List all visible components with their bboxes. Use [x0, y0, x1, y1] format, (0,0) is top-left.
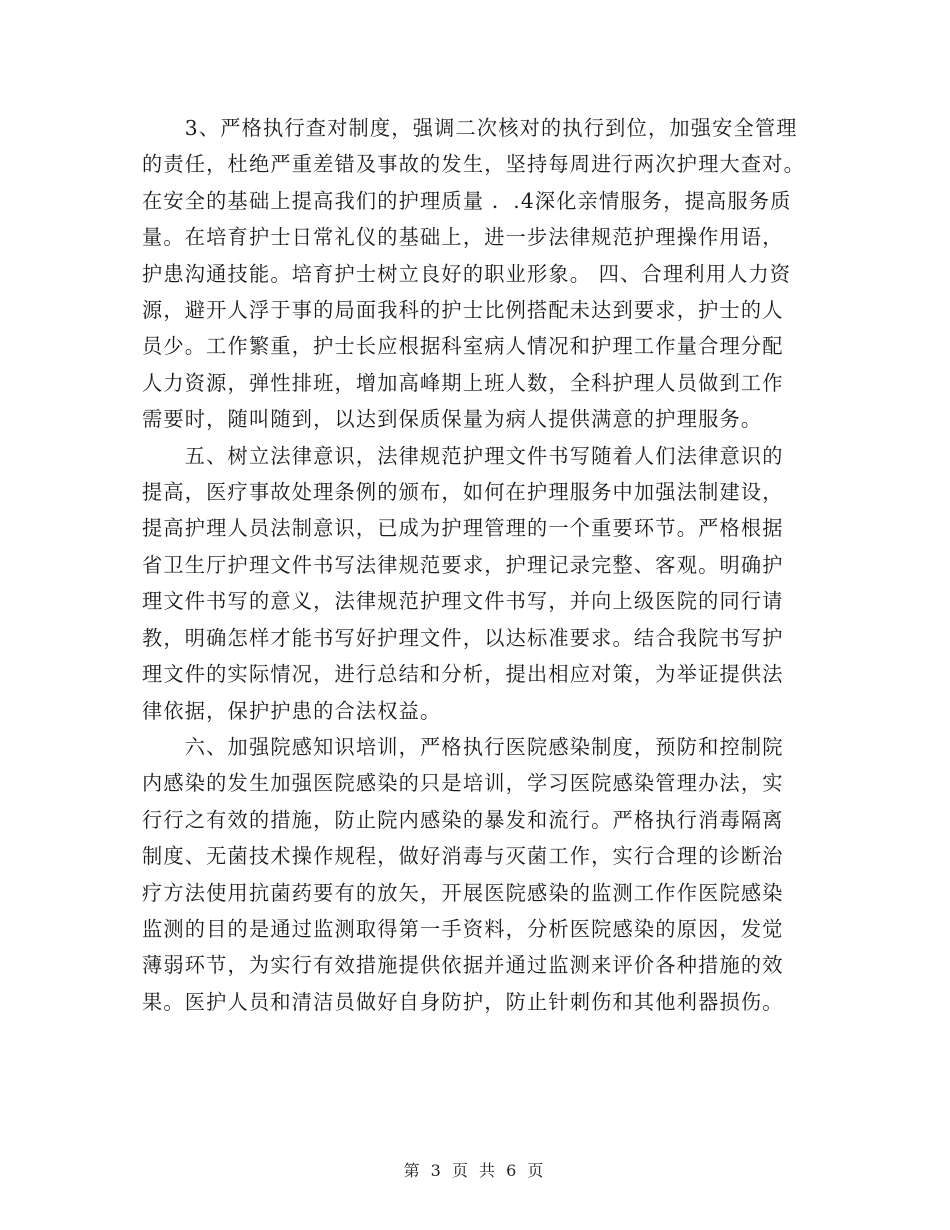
text-line: 提高护理人员法制意识，已成为护理管理的一个重要环节。严格根据	[142, 516, 784, 541]
text-line: 省卫生厅护理文件书写法律规范要求，护理记录完整、客观。明确护	[142, 552, 784, 577]
document-body	[142, 110, 814, 1020]
text-line: 果。医护人员和清洁员做好自身防护，防止针刺伤和其他利器损伤。	[142, 989, 784, 1014]
text-line: 3、严格执行查对制度，强调二次核对的执行到位，加强安全管理	[142, 116, 798, 140]
paragraph-infection-control	[142, 729, 814, 1020]
text-line: 行行之有效的措施，防止院内感染的暴发和流行。严格执行消毒隔离	[142, 807, 784, 832]
text-line: 薄弱环节，为实行有效措施提供依据并通过监测来评价各种措施的效	[142, 953, 784, 978]
text-line: 理文件书写的意义，法律规范护理文件书写，并向上级医院的同行请	[142, 589, 784, 614]
paragraph-safety-service	[142, 110, 814, 438]
text-line: 的责任，杜绝严重差错及事故的发生，坚持每周进行两次护理大查对。	[142, 152, 806, 177]
paragraph-legal-awareness	[142, 438, 814, 729]
text-line: 量。在培育护士日常礼仪的基础上，进一步法律规范护理操作用语，	[142, 225, 784, 250]
text-line: 员少。工作繁重，护士长应根据科室病人情况和护理工作量合理分配	[142, 334, 784, 359]
text-line: 律依据，保护护患的合法权益。	[142, 698, 442, 723]
text-line: 监测的目的是通过监测取得第一手资料，分析医院感染的原因，发觉	[142, 916, 784, 941]
text-line: 提高，医疗事故处理条例的颁布，如何在护理服务中加强法制建设，	[142, 480, 784, 505]
text-line: 教，明确怎样才能书写好护理文件，以达标准要求。结合我院书写护	[142, 625, 784, 650]
text-line: 人力资源，弹性排班，增加高峰期上班人数，全科护理人员做到工作	[142, 370, 784, 395]
text-line: 源，避开人浮于事的局面我科的护士比例搭配未达到要求，护士的人	[142, 298, 784, 323]
text-line: 内感染的发生加强医院感染的只是培训，学习医院感染管理办法，实	[142, 771, 784, 796]
text-line: 理文件的实际情况，进行总结和分析，提出相应对策，为举证提供法	[142, 662, 784, 687]
text-line: 护患沟通技能。培育护士树立良好的职业形象。 四、合理利用人力资	[142, 261, 792, 286]
text-line: 疗方法使用抗菌药要有的放矢，开展医院感染的监测工作作医院感染	[142, 880, 784, 905]
text-line: 制度、无菌技术操作规程，做好消毒与灭菌工作，实行合理的诊断治	[142, 844, 784, 869]
page-number-footer: 第 3 页 共 6 页	[403, 1161, 547, 1180]
text-line: 六、加强院感知识培训，严格执行医院感染制度，预防和控制院	[142, 734, 784, 759]
text-line: 在安全的基础上提高我们的护理质量 ．.4深化亲情服务，提高服务质	[142, 188, 792, 213]
text-line: 五、树立法律意识，法律规范护理文件书写随着人们法律意识的	[142, 443, 784, 468]
text-line: 需要时，随叫随到，以达到保质保量为病人提供满意的护理服务。	[142, 407, 763, 432]
